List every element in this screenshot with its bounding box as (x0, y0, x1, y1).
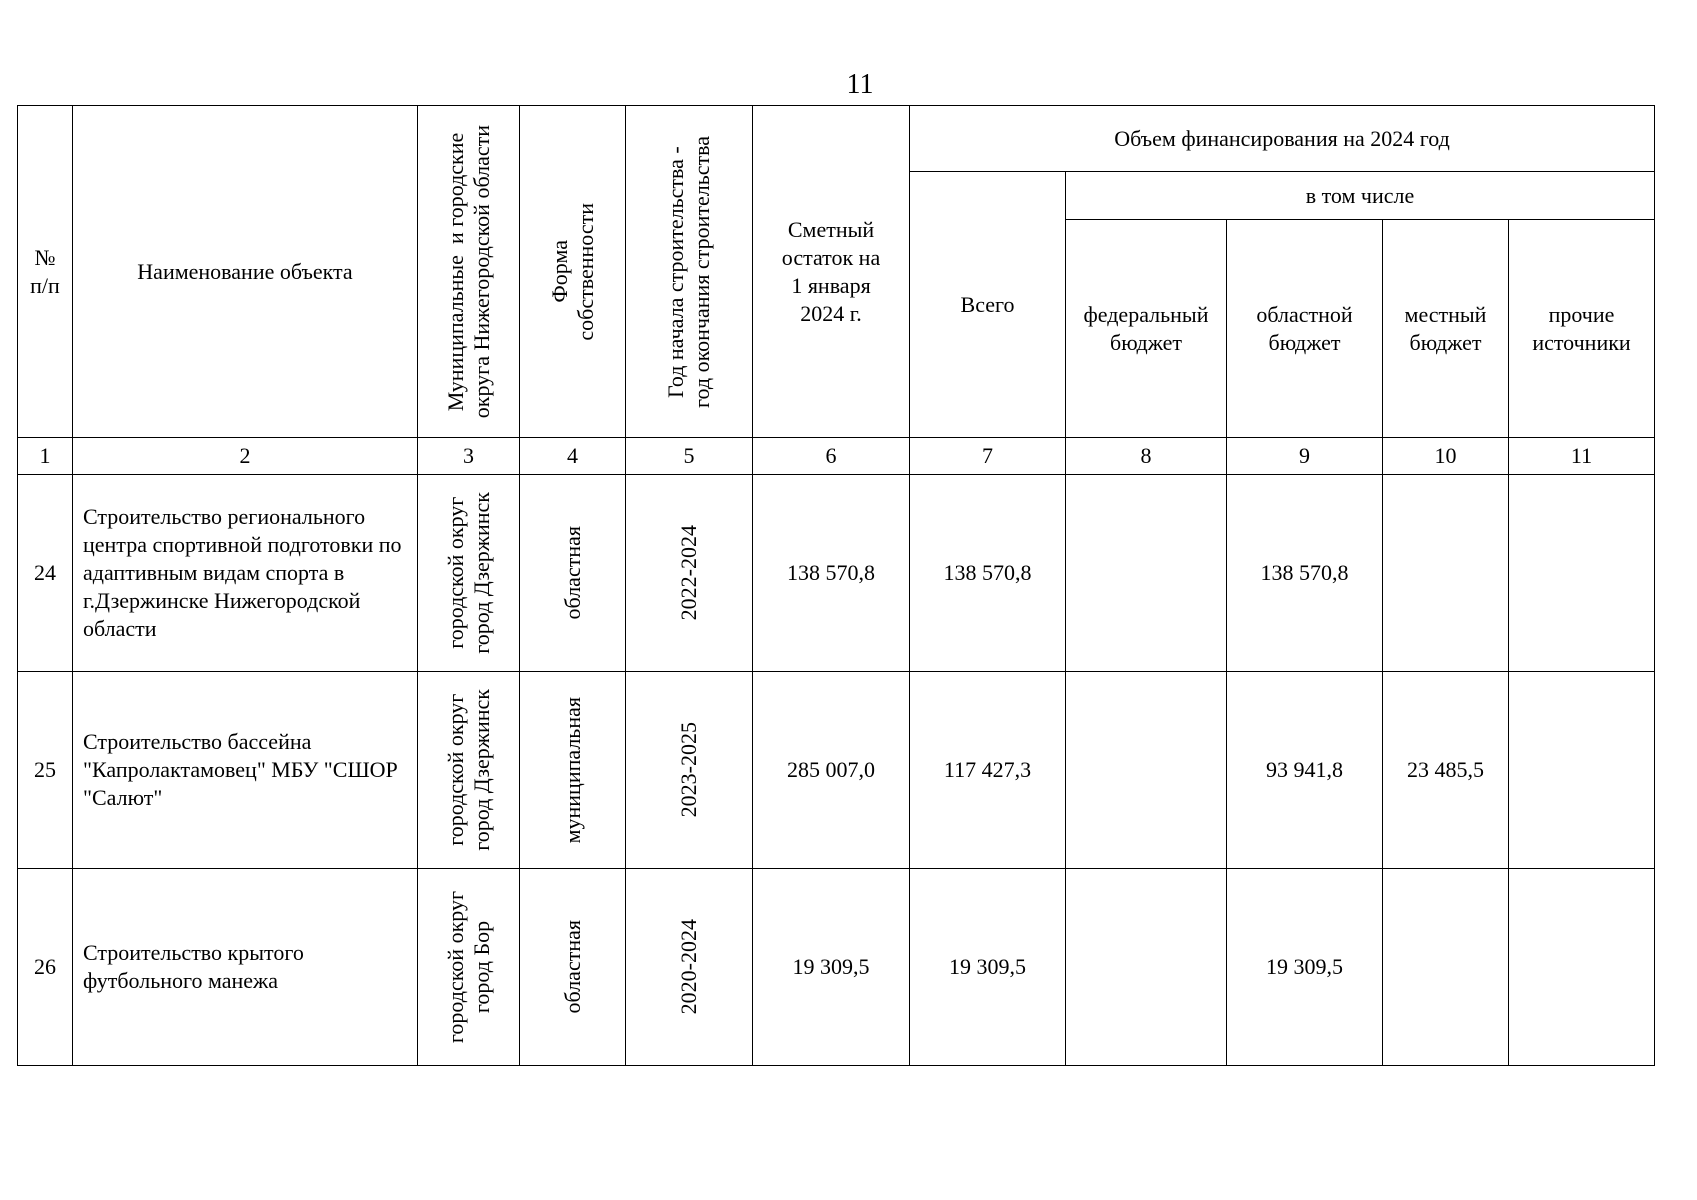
municipality-cell (418, 475, 520, 672)
ownership-cell (520, 672, 626, 869)
header-ownership (520, 106, 626, 438)
regional-value: 19 309,5 (1227, 869, 1383, 1066)
column-number: 10 (1383, 438, 1509, 475)
years-cell (626, 672, 753, 869)
header-funding-group (910, 106, 1655, 172)
header-total (910, 172, 1066, 438)
header-local (1383, 220, 1509, 438)
header-funding-group-text: Объем финансирования на 2024 год (1114, 125, 1450, 151)
header-object-name (73, 106, 418, 438)
municipality-text: городской округ город Бор (442, 890, 494, 1044)
column-number-row (18, 438, 1655, 475)
local-value (1383, 475, 1509, 672)
years-text: 2023-2025 (676, 722, 701, 818)
header-federal (1066, 220, 1227, 438)
federal-value (1066, 869, 1227, 1066)
other-value (1509, 869, 1655, 1066)
header-remainder (753, 106, 910, 438)
remainder-value: 138 570,8 (753, 475, 910, 672)
header-ownership-text: Форма собственности (546, 202, 598, 341)
total-value: 138 570,8 (910, 475, 1066, 672)
regional-value: 93 941,8 (1227, 672, 1383, 869)
header-object-name-text: Наименование объекта (137, 258, 353, 284)
table-row (18, 869, 1655, 1066)
object-name: Строительство крытого футбольного манежа (73, 869, 418, 1066)
row-number: 26 (18, 869, 73, 1066)
column-number: 7 (910, 438, 1066, 475)
header-federal-text: федеральный бюджет (1083, 301, 1209, 355)
municipality-cell (418, 869, 520, 1066)
remainder-value: 19 309,5 (753, 869, 910, 1066)
table-row (18, 672, 1655, 869)
column-number: 6 (753, 438, 910, 475)
header-local-text: местный бюджет (1404, 301, 1487, 355)
object-name: Строительство регионального центра спортивной подготовки по адаптивным видам спорта в г.Дзержинске Нижегородской области (73, 475, 418, 672)
total-value: 117 427,3 (910, 672, 1066, 869)
column-number: 9 (1227, 438, 1383, 475)
municipality-cell (418, 672, 520, 869)
table-row (18, 475, 1655, 672)
federal-value (1066, 475, 1227, 672)
funding-table (17, 105, 1655, 1066)
column-number: 11 (1509, 438, 1655, 475)
years-cell (626, 475, 753, 672)
header-number-text: № п/п (30, 244, 60, 298)
column-number: 4 (520, 438, 626, 475)
other-value (1509, 475, 1655, 672)
local-value: 23 485,5 (1383, 672, 1509, 869)
column-number: 8 (1066, 438, 1227, 475)
federal-value (1066, 672, 1227, 869)
column-number: 3 (418, 438, 520, 475)
header-municipality (418, 106, 520, 438)
column-number: 5 (626, 438, 753, 475)
ownership-text: областная (559, 920, 585, 1014)
row-number: 24 (18, 475, 73, 672)
row-number: 25 (18, 672, 73, 869)
header-years-text: Год начала строительства - год окончания строительства (663, 135, 714, 408)
years-text: 2020-2024 (676, 919, 701, 1015)
header-total-text: Всего (960, 291, 1015, 317)
remainder-value: 285 007,0 (753, 672, 910, 869)
header-municipality-text: Муниципальные и городские округа Нижегородской области (442, 124, 494, 419)
ownership-cell (520, 869, 626, 1066)
header-other (1509, 220, 1655, 438)
header-regional (1227, 220, 1383, 438)
years-cell (626, 869, 753, 1066)
other-value (1509, 672, 1655, 869)
column-number: 2 (73, 438, 418, 475)
municipality-text: городской округ город Дзержинск (442, 492, 494, 654)
total-value: 19 309,5 (910, 869, 1066, 1066)
header-other-text: прочие источники (1532, 301, 1631, 355)
regional-value: 138 570,8 (1227, 475, 1383, 672)
ownership-text: муниципальная (559, 696, 585, 844)
municipality-text: городской округ город Дзержинск (442, 689, 494, 851)
column-number: 1 (18, 438, 73, 475)
ownership-text: областная (559, 526, 585, 620)
local-value (1383, 869, 1509, 1066)
page-number: 11 (846, 69, 874, 100)
years-text: 2022-2024 (676, 525, 701, 621)
header-remainder-text: Сметный остаток на 1 января 2024 г. (781, 216, 881, 326)
header-including-group (1066, 172, 1655, 220)
ownership-cell (520, 475, 626, 672)
header-number (18, 106, 73, 438)
header-regional-text: областной бюджет (1256, 301, 1353, 355)
header-years (626, 106, 753, 438)
header-including-group-text: в том числе (1305, 182, 1415, 208)
object-name: Строительство бассейна "Капролактамовец" МБУ "СШОР "Салют" (73, 672, 418, 869)
